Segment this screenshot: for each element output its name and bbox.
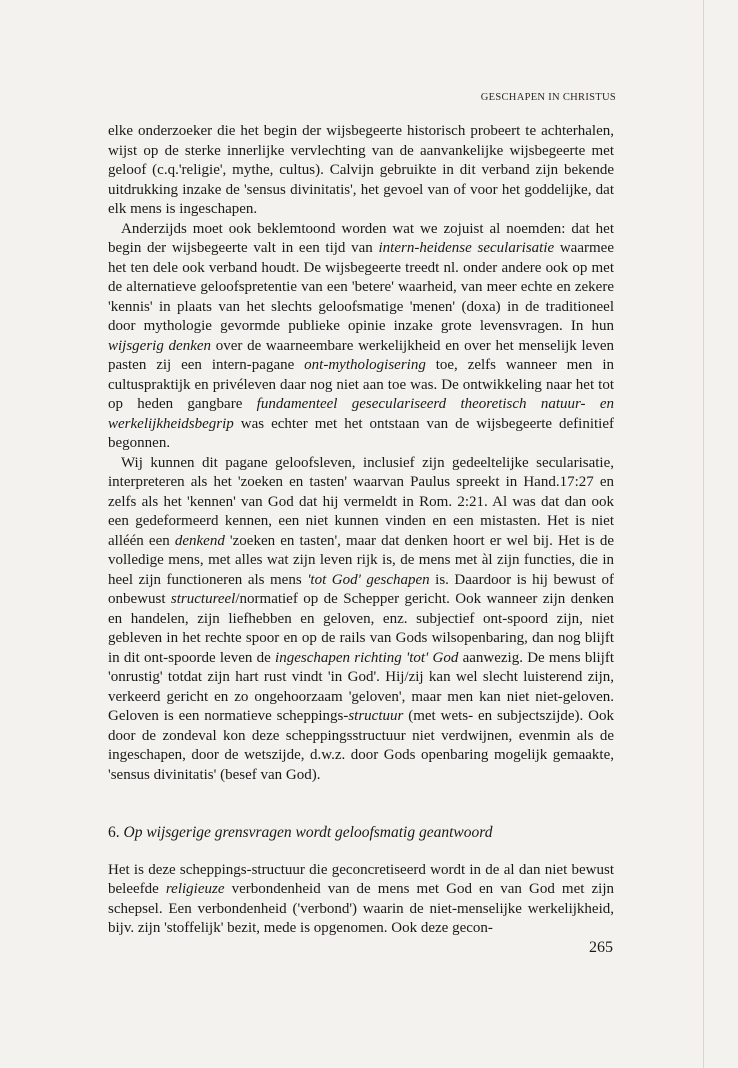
paragraph (108, 861, 614, 939)
page-number: 265 (589, 939, 613, 956)
running-header: GESCHAPEN IN CHRISTUS (480, 92, 616, 103)
text-run: Anderzijds moet ook beklemtoond worden wat we zojuist al noemden: dat het begin der wijsbegeerte valt in een tijd van (108, 220, 614, 256)
text-run: aanwezig. De mens blijft 'onrustig' totdat zijn hart rust vindt 'in God'. Hij/zij kan wel slecht luisterend zijn, verkeerd gericht en zo ongehoorzaam 'geloven', maar men kan niet niet-geloven. Geloven is een normatieve scheppings- (108, 649, 615, 724)
text-run: /normatief op de Schepper gericht. Ook wanneer zijn denken en handelen, zijn liefhebben en geloven, enz. subjectief ont-spoord zijn, niet gebleven in het rechte spoor en op de rails van Gods wilsopenbaring, dan nog blijft in dit ont-spoorde leven de (108, 591, 615, 666)
section-heading (108, 823, 614, 843)
text-run: waarmee het ten dele ook verband houdt. De wijsbegeerte treedt nl. onder andere ook op met de alternatieve geloofspretentie van een 'betere' waarheid, van meer echte en zekere 'kennis' in plaats van het slechts geloofsmatige 'menen' (doxa) in de traditioneel door mythologie gevormde publieke opinie inzake grote levensvragen. In hun (108, 240, 614, 334)
body-text (108, 122, 614, 939)
paragraph (108, 122, 614, 220)
italic-run: fundamenteel geseculariseerd theoretisch natuur- en werkelijkheidsbegrip (108, 396, 614, 432)
text-run: is. Daardoor is hij bewust of onbewust (108, 571, 614, 607)
text-run: toe, zelfs wanneer men in cultuspraktijk en privéleven daar nog niet aan toe was. De ontwikkeling naar het tot op heden gangbare (108, 357, 614, 412)
italic-run: ingeschapen richting 'tot' God (275, 649, 459, 666)
text-run: was echter met het ontstaan van de wijsbegeerte definitief begonnen. (108, 415, 614, 451)
italic-run: 'tot God' geschapen (307, 571, 430, 588)
text-run: 'zoeken en tasten', maar dat denken hoort er wel bij. Het is de volledige mens, met alles wat zijn leven rijk is, de mens met àl zijn functies, die in heel zijn functioneren als mens (108, 532, 614, 588)
paragraph (108, 454, 614, 786)
italic-run: wijsgerig denken (108, 337, 212, 354)
italic-run: religieuze (165, 881, 225, 897)
italic-run: denkend (174, 532, 225, 549)
text-run: Het is deze scheppings-structuur die geconcretiseerd wordt in de al dan niet bewust beleefde (108, 861, 614, 897)
italic-run: structuur (348, 708, 404, 724)
paragraph (108, 220, 614, 454)
italic-run: intern-heidense secularisatie (378, 240, 555, 256)
italic-run: ont-mythologisering (304, 357, 426, 373)
text-run: (met wets- en subjectszijde). Ook door de zondeval kon deze scheppingsstructuur niet verdwijnen, evenmin als de ingeschapen, door de wetszijde, d.w.z. door Gods openbaring mogelijk gemaakte, 'sensus divinitatis' (besef van God). (108, 708, 614, 783)
text-run: elke onderzoeker die het begin der wijsbegeerte historisch probeert te achterhalen, wijst op de sterke innerlijke vervlechting van de aanvankelijke wijsbegeerte met geloof (c.q.'religie', mythe, cultus). Calvijn gebruikte in dit verband zijn bekende uitdrukking inzake de 'sensus divinitatis', het gevoel van of voor het goddelijke, dat elk mens is ingeschapen. (108, 123, 614, 217)
italic-run: structureel (170, 591, 236, 607)
section-number: 6. (108, 824, 120, 841)
text-run: verbondenheid van de mens met God en van God met zijn schepsel. Een verbondenheid ('verbond') waarin de niet-menselijke werkelijkheid, bijv. zijn 'stoffelijk' bezit, mede is opgenomen. Ook deze gecon- (108, 881, 615, 936)
section-title: Op wijsgerige grensvragen wordt geloofsmatig geantwoord (123, 824, 493, 841)
page-edge-line (703, 0, 704, 1068)
text-run: Wij kunnen dit pagane geloofsleven, inclusief zijn gedeeltelijke secularisatie, interpreteren als het 'zoeken en tasten' waarvan Paulus spreekt in Hand.17:27 en zelfs als het 'kennen' van God dat hij vermeldt in Rom. 2:21. Al was dat dan ook een gedeformeerd kennen, een niet kunnen vinden en een mistasten. Het is niet alléén een (108, 454, 614, 549)
text-run: over de waarneembare werkelijkheid en over het menselijk leven pasten zij een intern-pagane (108, 337, 614, 373)
